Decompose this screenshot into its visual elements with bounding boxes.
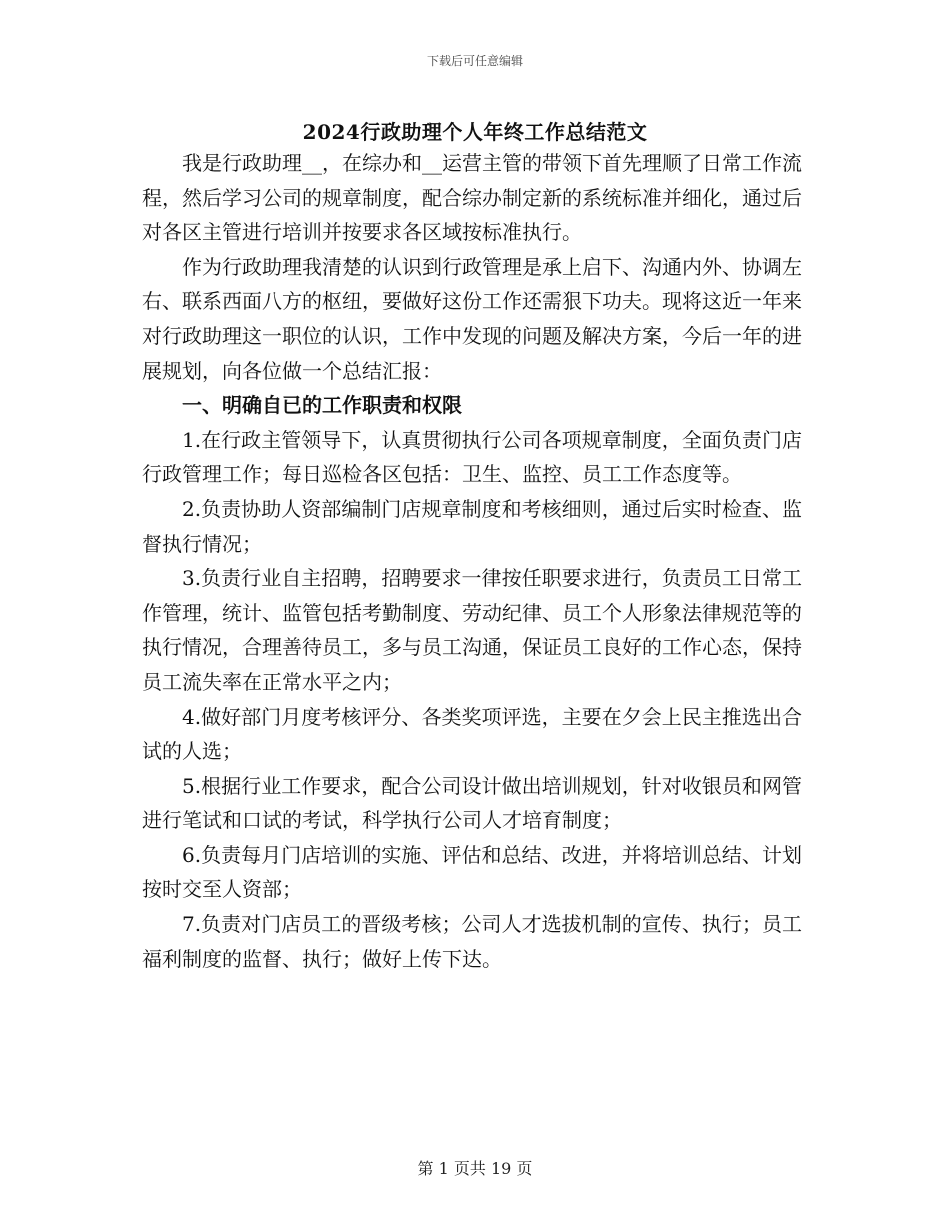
- duty-item-2: 2.负责协助人资部编制门店规章制度和考核细则，通过后实时检查、监督执行情况；: [142, 496, 802, 556]
- page-number: 第 1 页共 19 页: [417, 1159, 533, 1178]
- document-title: 2024行政助理个人年终工作总结范文: [302, 120, 648, 144]
- section-heading-1: 一、明确自已的工作职责和权限: [182, 393, 462, 418]
- document-body: [142, 146, 802, 976]
- duty-item-4: 4.做好部门月度考核评分、各类奖项评选，主要在夕会上民主推选出合试的人选；: [142, 704, 802, 764]
- paragraph-understanding: 作为行政助理我清楚的认识到行政管理是承上启下、沟通内外、协调左右、联系西面八方的枢纽，要做好这份工作还需狠下功夫。现将这近一年来对行政助理这一职位的认识，工作中发现的问题及解决方案，今后一年的进展规划，向各位做一个总结汇报：: [142, 254, 802, 383]
- duty-item-5: 5.根据行业工作要求，配合公司设计做出培训规划，针对收银员和网管进行笔试和口试的考试，科学执行公司人才培育制度；: [142, 773, 802, 833]
- page-header: 下载后可任意编辑: [426, 54, 523, 68]
- duty-item-7: 7.负责对门店员工的晋级考核；公司人才选拔机制的宣传、执行；员工福利制度的监督、执行；做好上传下达。: [142, 912, 802, 971]
- duty-item-3: 3.负责行业自主招聘，招聘要求一律按任职要求进行，负责员工日常工作管理，统计、监管包括考勤制度、劳动纪律、员工个人形象法律规范等的执行情况，合理善待员工，多与员工沟通，保证员工良好的工作心态，保持员工流失率在正常水平之内；: [142, 566, 802, 694]
- duty-item-6: 6.负责每月门店培训的实施、评估和总结、改进，并将培训总结、计划按时交至人资部；: [142, 842, 802, 902]
- duty-item-1: 1.在行政主管领导下，认真贯彻执行公司各项规章制度，全面负责门店行政管理工作；每日巡检各区包括：卫生、监控、员工工作态度等。: [142, 427, 802, 487]
- paragraph-intro: 我是行政助理__，在综办和__运营主管的带领下首先理顺了日常工作流程，然后学习公司的规章制度，配合综办制定新的系统标准并细化，通过后对各区主管进行培训并按要求各区域按标准执行。: [142, 151, 802, 245]
